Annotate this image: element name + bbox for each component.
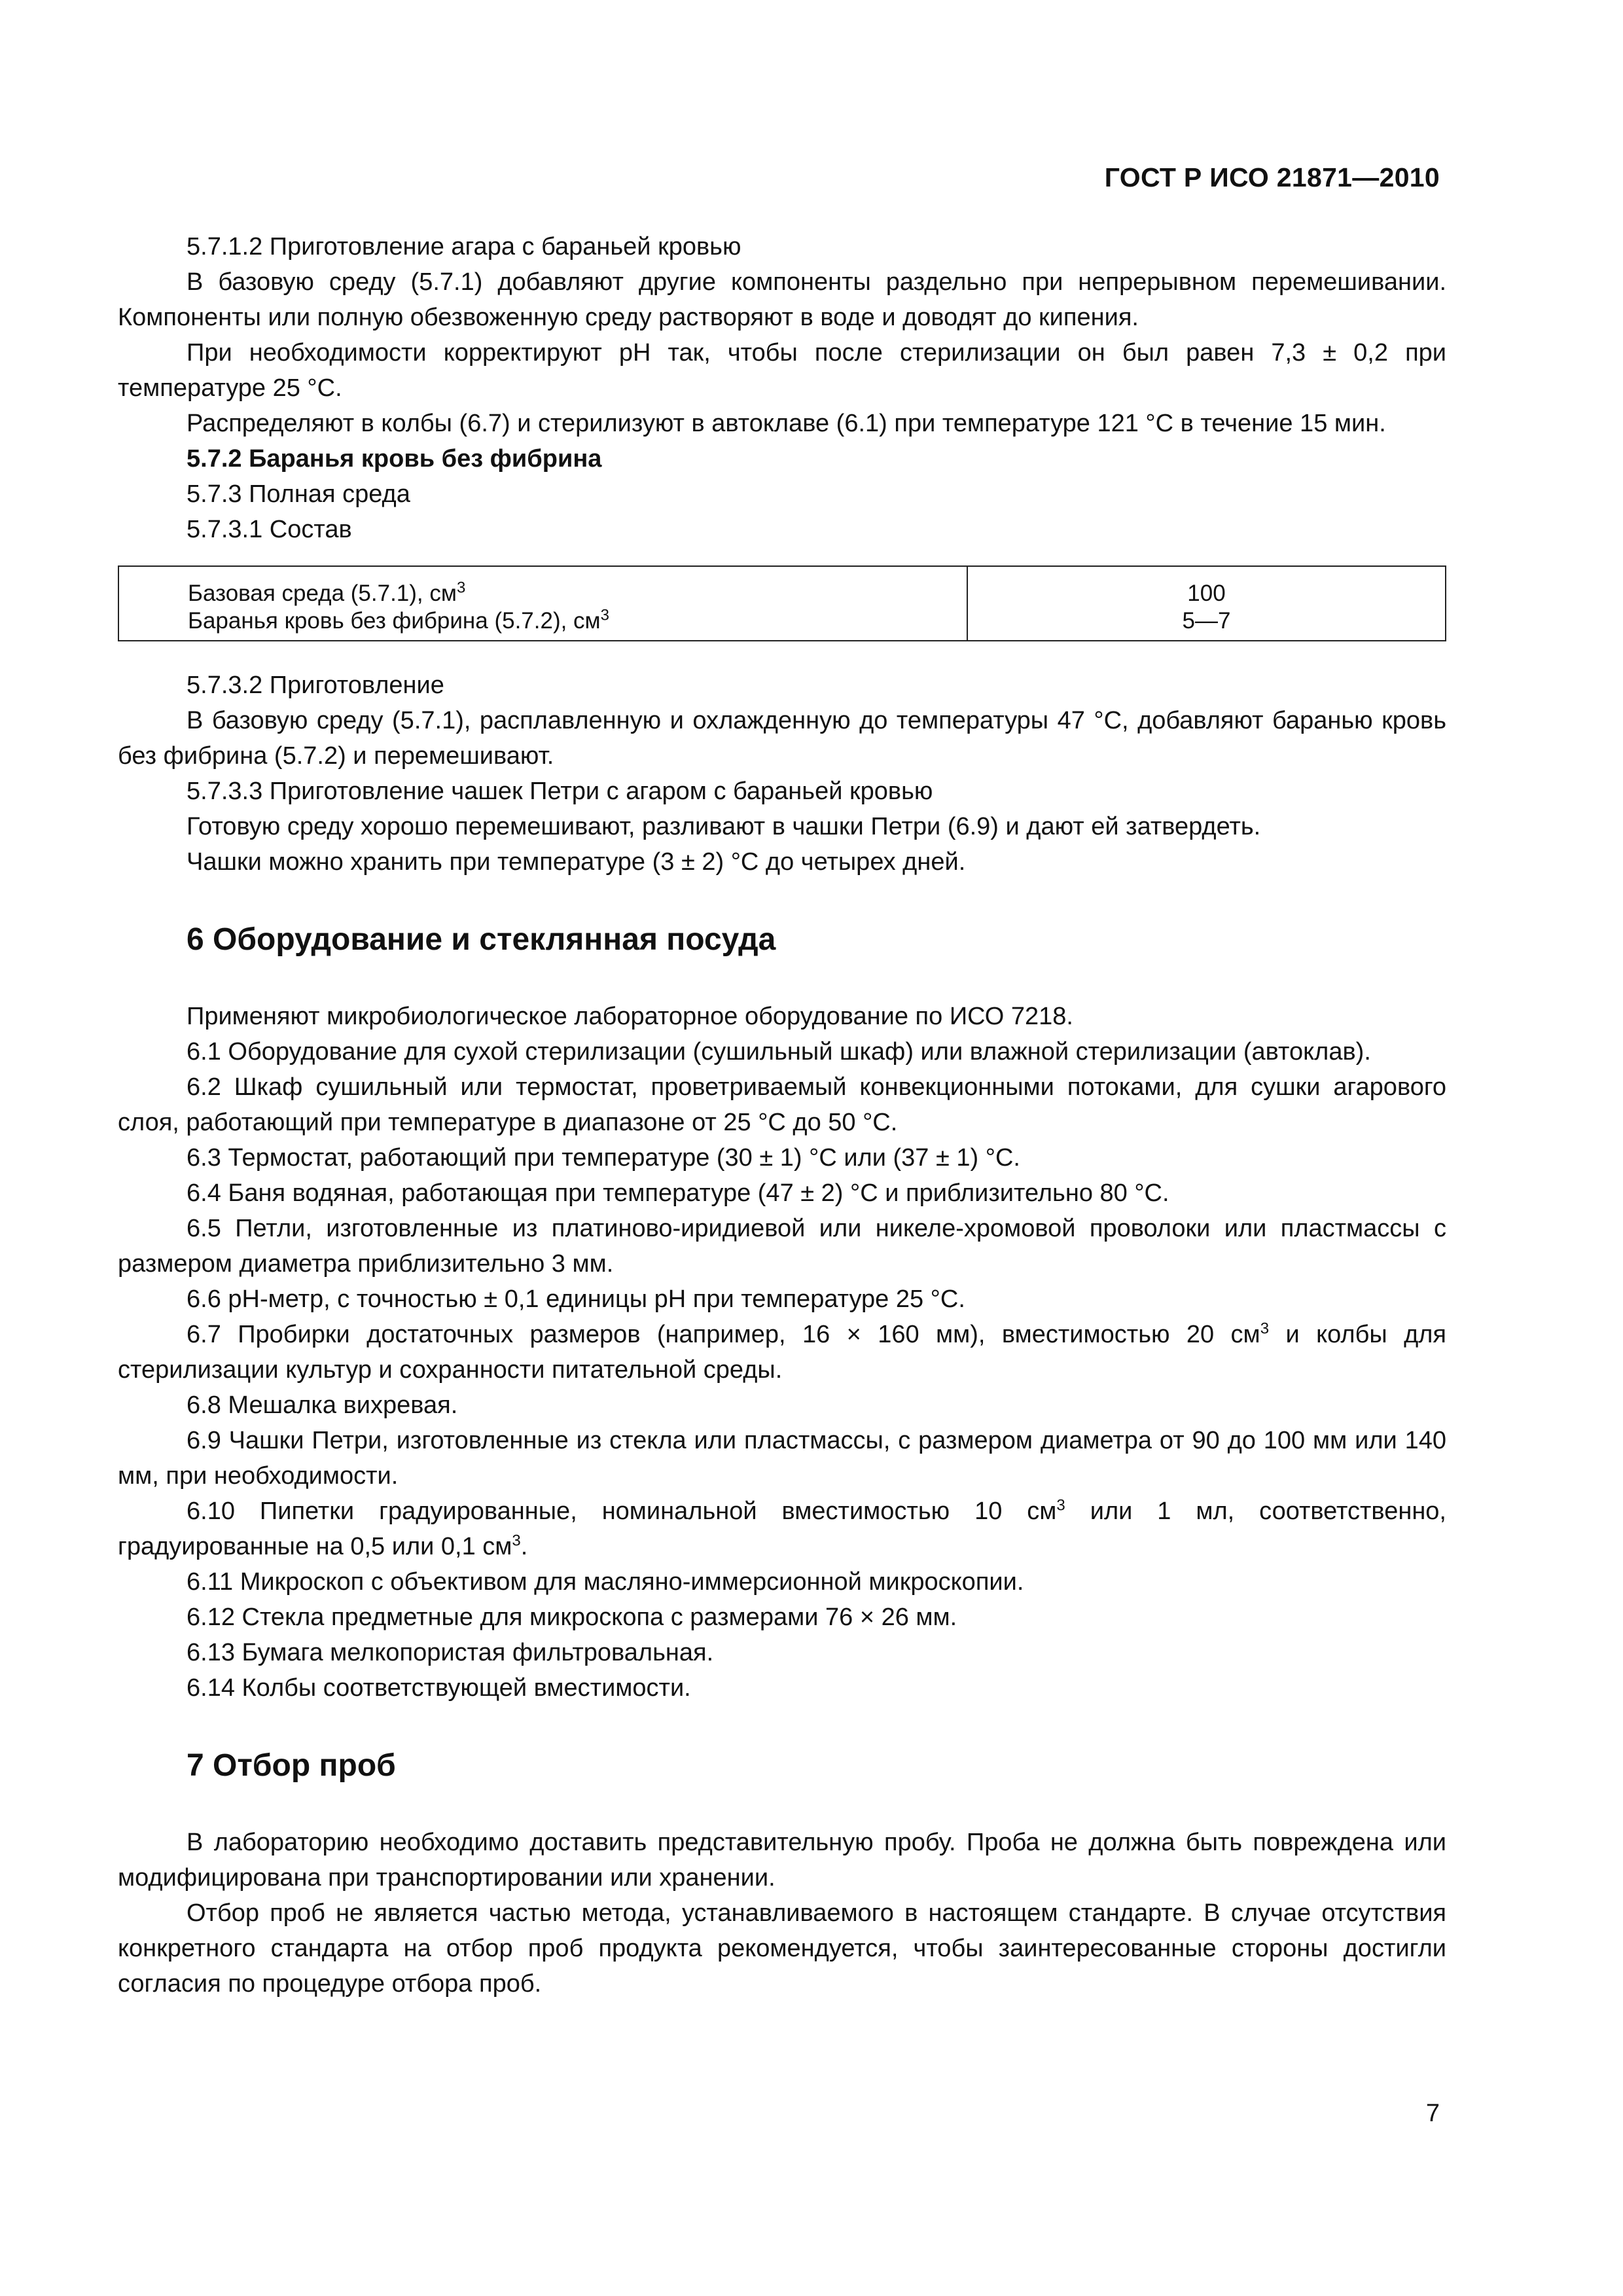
paragraph: Чашки можно хранить при температуре (3 ± 2) °С до четырех дней. [187, 848, 966, 876]
list-item: 6.1 Оборудование для сухой стерилизации (сушильный шкаф) или влажной стерилизации (автоклав). [187, 1038, 1371, 1066]
list-item: 6.2 Шкаф сушильный или термостат, проветриваемый конвекционными потоками, для сушки агарового слоя, работающий при температуре в диапазоне от 25 °С до 50 °С. [118, 1073, 1446, 1136]
list-item: 6.3 Термостат, работающий при температуре (30 ± 1) °С или (37 ± 1) °С. [187, 1144, 1020, 1172]
section-title-6: 6 Оборудование и стеклянная посуда [187, 922, 776, 957]
subsection-heading-5-7-3-2: 5.7.3.2 Приготовление [187, 672, 444, 699]
list-item: 6.8 Мешалка вихревая. [187, 1391, 458, 1419]
ingredient-names-cell [118, 566, 967, 641]
list-item: 6.4 Баня водяная, работающая при температуре (47 ± 2) °С и приблизительно 80 °С. [187, 1179, 1169, 1207]
subsection-heading-5-7-1-2: 5.7.1.2 Приготовление агара с бараньей кровью [187, 233, 741, 260]
list-item: 6.11 Микроскоп с объективом для масляно-иммерсионной микроскопии. [187, 1568, 1024, 1596]
paragraph: В лабораторию необходимо доставить представительную пробу. Проба не должна быть повреждена или модифицирована при транспортировании или хранении. [118, 1829, 1446, 1892]
composition-table [118, 565, 1446, 641]
table-row [118, 566, 1446, 641]
subsection-heading-5-7-2: 5.7.2 Баранья кровь без фибрина [187, 445, 602, 473]
paragraph: В базовую среду (5.7.1), расплавленную и охлажденную до температуры 47 °С, добавляют баранью кровь без фибрина (5.7.2) и перемешивают. [118, 707, 1446, 770]
list-item: 6.14 Колбы соответствующей вместимости. [187, 1674, 691, 1702]
subsection-heading-5-7-3-1: 5.7.3.1 Состав [187, 516, 352, 543]
subsection-heading-5-7-3-3: 5.7.3.3 Приготовление чашек Петри с агаром с бараньей кровью [187, 778, 933, 805]
ingredient-name: Базовая среда (5.7.1), $см^3$ [188, 579, 466, 606]
section-title-7: 7 Отбор проб [187, 1748, 396, 1783]
list-item: 6.5 Петли, изготовленные из платиново-иридиевой или никеле-хромовой проволоки или пластмассы с размером диаметра приблизительно 3 мм. [118, 1215, 1446, 1278]
list-item: 6.12 Стекла предметные для микроскопа с размерами 76 × 26 мм. [187, 1604, 957, 1631]
list-item: 6.10 Пипетки градуированные, номинальной вместимостью 10 $см^3$ или 1 мл, соответственно, градуированные на 0,5 или 0,1 $см^3$. [118, 1496, 1446, 1560]
list-item: 6.13 Бумага мелкопористая фильтровальная. [187, 1639, 714, 1666]
document-header: ГОСТ Р ИСО 21871—2010 [1104, 162, 1440, 192]
list-item: 6.7 Пробирки достаточных размеров (например, 16 × 160 мм), вместимостью 20 $см^3$ и колбы для стерилизации культур и сохранности питательной среды. [118, 1319, 1446, 1384]
ingredient-values-cell [967, 566, 1446, 641]
list-item: 6.9 Чашки Петри, изготовленные из стекла или пластмассы, с размером диаметра от 90 до 100 мм или 140 мм, при необходимости. [118, 1427, 1446, 1490]
paragraph: При необходимости корректируют pH так, чтобы после стерилизации он был равен 7,3 ± 0,2 при температуре 25 °С. [118, 339, 1446, 402]
ingredient-value: 100 [1187, 581, 1226, 606]
paragraph: Применяют микробиологическое лабораторное оборудование по ИСО 7218. [187, 1003, 1073, 1030]
paragraph: Отбор проб не является частью метода, устанавливаемого в настоящем стандарте. В случае отсутствия конкретного стандарта на отбор проб продукта рекомендуется, чтобы заинтересованные стороны достигли согласия по процедуре отбора проб. [118, 1899, 1446, 1998]
ingredient-value: 5—7 [1182, 608, 1231, 634]
paragraph: В базовую среду (5.7.1) добавляют другие компоненты раздельно при непрерывном перемешивании. Компоненты или полную обезвоженную среду растворяют в воде и доводят до кипения. [118, 268, 1446, 331]
page-number: 7 [1425, 2100, 1440, 2127]
document-body [118, 229, 1446, 2001]
paragraph: Распределяют в колбы (6.7) и стерилизуют в автоклаве (6.1) при температуре 121 °С в течение 15 мин. [187, 410, 1386, 437]
subsection-heading-5-7-3: 5.7.3 Полная среда [187, 480, 410, 508]
ingredient-name: Баранья кровь без фибрина (5.7.2), $см^3$ [188, 606, 609, 634]
paragraph: Готовую среду хорошо перемешивают, разливают в чашки Петри (6.9) и дают ей затвердеть. [187, 813, 1261, 840]
list-item: 6.6 pH-метр, с точностью ± 0,1 единицы pH при температуре 25 °С. [187, 1285, 965, 1313]
